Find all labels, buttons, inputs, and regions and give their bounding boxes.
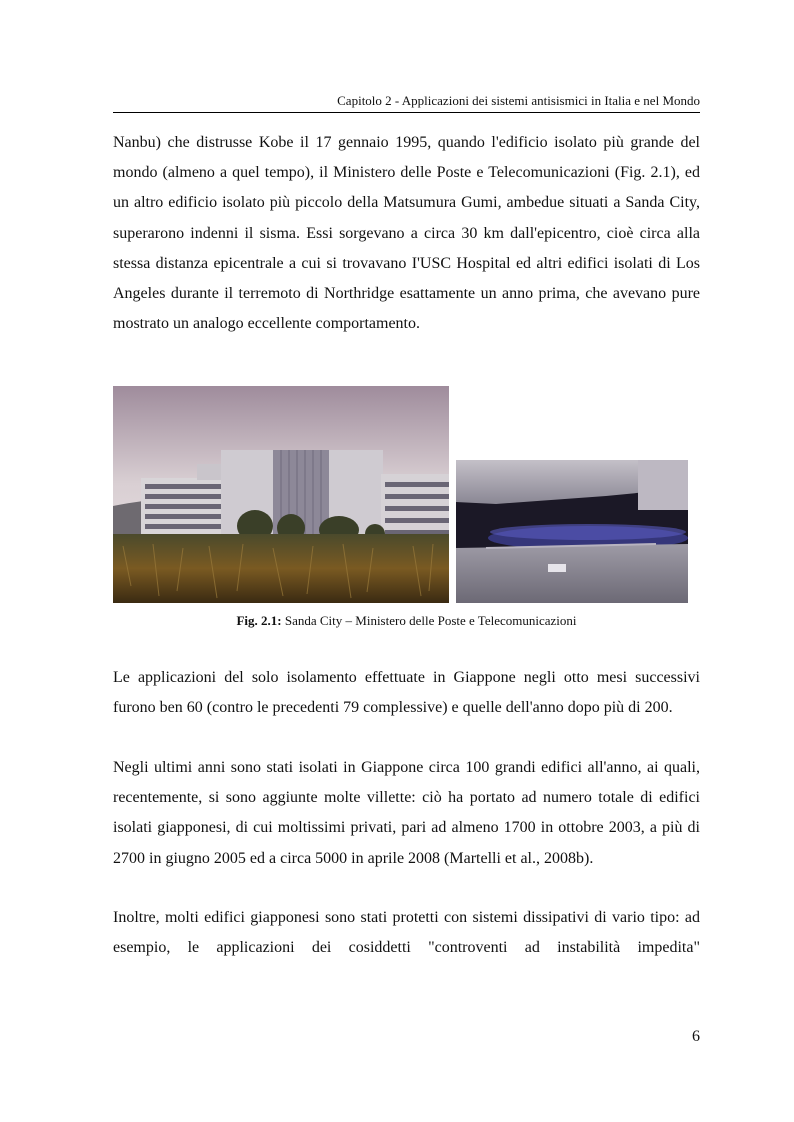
figure-caption <box>113 612 700 630</box>
paragraph-recent-years: Negli ultimi anni sono stati isolati in Giappone circa 100 grandi edifici all'anno, ai quali, recentemente, si sono aggiunte molte villette: ciò ha portato ad numero totale di edifici isolati giapponesi, di cui moltissimi privati, pari ad almeno 1700 in ottobre 2003, a più di 2700 in giugno 2005 ed a circa 5000 in aprile 2008 (Martelli et al., 2008b). <box>113 759 700 867</box>
isolator-photo <box>456 460 688 603</box>
paragraph-dissipative-systems: Inoltre, molti edifici giapponesi sono stati protetti con sistemi dissipativi di vario tipo: ad esempio, le applicazioni dei cosiddetti "controventi ad instabilità impedita" <box>113 909 700 957</box>
running-header: Capitolo 2 - Applicazioni dei sistemi antisismici in Italia e nel Mondo <box>113 92 700 113</box>
figure-caption-text: Sanda City – Ministero delle Poste e Telecomunicazioni <box>284 613 577 628</box>
figure-label: Fig. 2.1: <box>236 613 282 628</box>
building-photo <box>113 386 449 603</box>
page-number: 6 <box>692 1028 700 1045</box>
paragraph-applications: Le applicazioni del solo isolamento effettuate in Giappone negli otto mesi successivi furono ben 60 (contro le precedenti 79 complessive) e quelle dell'anno dopo più di 200. <box>113 669 700 717</box>
paragraph-kobe: Nanbu) che distrusse Kobe il 17 gennaio 1995, quando l'edificio isolato più grande del mondo (almeno a quel tempo), il Ministero delle Poste e Telecomunicazioni (Fig. 2.1), ed un altro edificio isolato più piccolo della Matsumura Gumi, ambedue situati a Sanda City, superarono indenni il sisma. Essi sorgevano a circa 30 km dall'epicentro, cioè circa alla stessa distanza epicentrale a cui si trovavano I'USC Hospital ed altri edifici isolati di Los Angeles durante il terremoto di Northridge esattamente un anno prima, che avevano pure mostrato un analogo eccellente comportamento. <box>113 134 700 333</box>
